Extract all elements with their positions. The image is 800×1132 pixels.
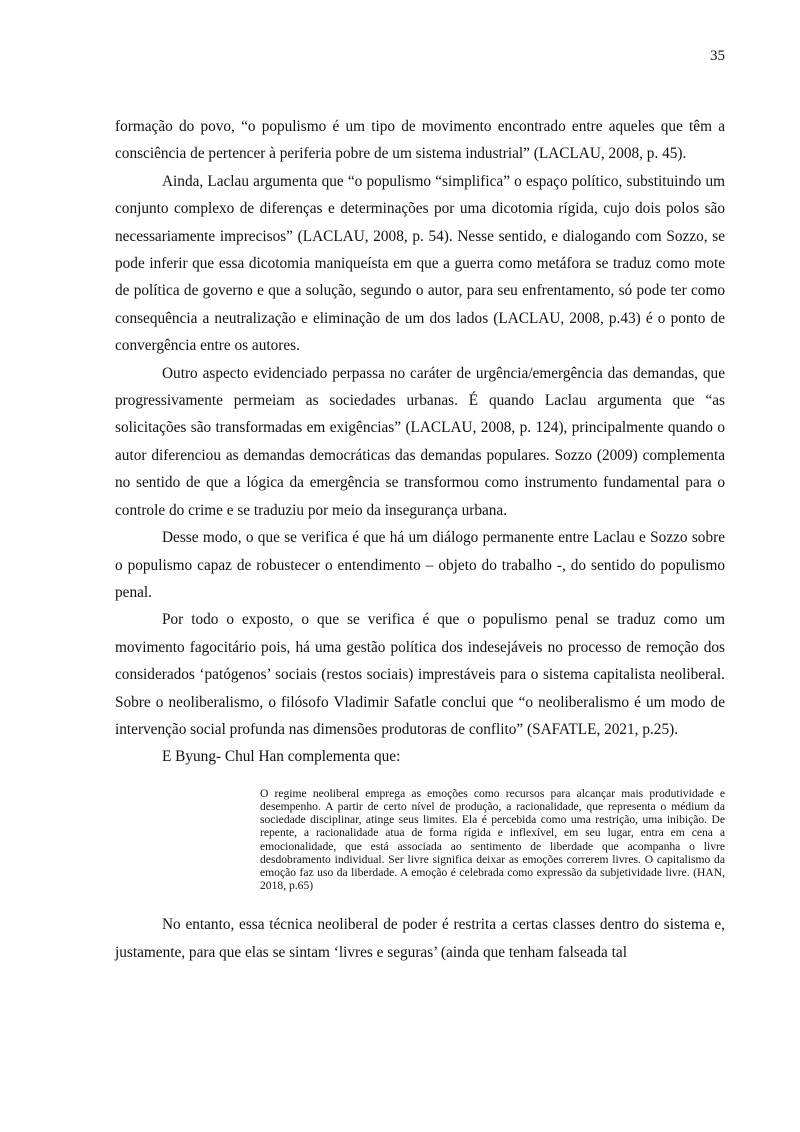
paragraph-1: formação do povo, “o populismo é um tipo de movimento encontrado entre aqueles que têm a consciência de pertencer à periferia pobre de um sistema industrial” (LACLAU, 2008, p. 45). <box>115 118 725 163</box>
paragraph-4: Desse modo, o que se verifica é que há um diálogo permanente entre Laclau e Sozzo sobre o populismo capaz de robustecer o entendimento – objeto do trabalho -, do sentido do populismo penal. <box>115 529 725 601</box>
page-number: 35 <box>710 48 725 64</box>
paragraph-2: Ainda, Laclau argumenta que “o populismo “simplifica” o espaço político, substituindo um conjunto complexo de diferenças e determinações por uma dicotomia rígida, cujo dois polos são necessariamente imprecisos” (LACLAU, 2008, p. 54). Nesse sentido, e dialogando com Sozzo, se pode inferir que essa dicotomia maniqueísta em que a guerra como metáfora se traduz como mote de política de governo e que a solução, segundo o autor, para seu enfrentamento, só pode ter como consequência a neutralização e eliminação de um dos lados (LACLAU, 2008, p.43) é o ponto de convergência entre os autores. <box>115 172 725 355</box>
paragraph-3: Outro aspecto evidenciado perpassa no caráter de urgência/emergência das demandas, que progressivamente permeiam as sociedades urbanas. É quando Laclau argumenta que “as solicitações são transformadas em exigências” (LACLAU, 2008, p. 124), principalmente quando o autor diferenciou as demandas democráticas das demandas populares. Sozzo (2009) complementa no sentido de que a lógica da emergência se transformou como instrumento fundamental para o controle do crime e se traduziu por meio da insegurança urbana. <box>115 364 725 519</box>
closing-paragraph: No entanto, essa técnica neoliberal de poder é restrita a certas classes dentro do sistema e, justamente, para que elas se sintam ‘livres e seguras’ (ainda que tenham falseada tal <box>115 916 725 961</box>
body-text <box>115 113 725 966</box>
block-quote: O regime neoliberal emprega as emoções como recursos para alcançar mais produtividade e desempenho. A partir de certo nível de produção, a racionalidade, que representa o médium da sociedade disciplinar, atinge seus limites. Ela é percebida como uma restrição, uma inibição. De repente, a racionalidade atua de forma rígida e inflexível, em seu lugar, entra em cena a emocionalidade, que está associada ao sentimento de liberdade que acompanha o livre desdobramento individual. Ser livre significa deixar as emoções correrem livres. O capitalismo da emoção faz uso da liberdade. A emoção é celebrada como expressão da subjetividade livre. (HAN, 2018, p.65) <box>260 786 725 893</box>
paragraph-6: E Byung- Chul Han complementa que: <box>162 748 401 766</box>
paragraph-5: Por todo o exposto, o que se verifica é que o populismo penal se traduz como um movimento fagocitário pois, há uma gestão política dos indesejáveis no processo de remoção dos considerados ‘patógenos’ sociais (restos sociais) imprestáveis para o sistema capitalista neoliberal. Sobre o neoliberalismo, o filósofo Vladimir Safatle conclui que “o neoliberalismo é um modo de intervenção social profunda nas dimensões produtoras de conflito” (SAFATLE, 2021, p.25). <box>115 611 725 738</box>
